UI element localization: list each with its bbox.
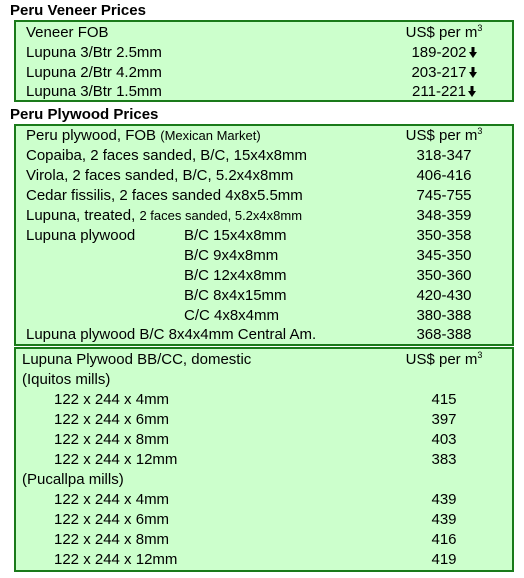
plywood-table bbox=[14, 124, 514, 346]
veneer-row-price: 189-202 bbox=[411, 44, 467, 61]
veneer-row-label: Lupuna 2/Btr 4.2mm bbox=[26, 64, 162, 81]
domestic-price: 416 bbox=[431, 531, 457, 548]
domestic-price: 397 bbox=[431, 411, 457, 428]
lupuna-grade-row bbox=[16, 246, 512, 266]
domestic-size: 122 x 244 x 8mm bbox=[54, 431, 170, 448]
lupuna-grade: C/C 4x8x4mm bbox=[184, 307, 280, 324]
lupuna-grade-row bbox=[16, 266, 512, 286]
veneer-unit-header: US$ per $m^3$ bbox=[405, 23, 483, 41]
plywood-row-price: 406-416 bbox=[416, 167, 472, 184]
domestic-size: 122 x 244 x 4mm bbox=[54, 491, 170, 508]
lupuna-grade: B/C 9x4x8mm bbox=[184, 247, 279, 264]
domestic-unit-header: US$ per $m^3$ bbox=[405, 350, 483, 368]
lupuna-grade-row bbox=[16, 306, 512, 326]
domestic-row bbox=[16, 530, 512, 550]
veneer-header-label: Veneer FOB bbox=[26, 24, 109, 41]
lupuna-grade: B/C 8x4x15mm bbox=[184, 287, 287, 304]
domestic-header-label: Lupuna Plywood BB/CC, domestic bbox=[22, 351, 252, 368]
veneer-header-row bbox=[16, 23, 512, 43]
domestic-price: 383 bbox=[431, 451, 457, 468]
plywood-header-note: (Mexican Market) bbox=[160, 128, 261, 143]
plywood-row-price: 745-755 bbox=[416, 187, 472, 204]
mill-label: (Iquitos mills) bbox=[22, 371, 111, 388]
domestic-size: 122 x 244 x 12mm bbox=[54, 451, 178, 468]
lupuna-grade-price: 345-350 bbox=[416, 247, 472, 264]
veneer-row bbox=[16, 63, 512, 83]
lupuna-grade: B/C 15x4x8mm bbox=[184, 227, 287, 244]
domestic-row bbox=[16, 410, 512, 430]
domestic-price: 439 bbox=[431, 491, 457, 508]
domestic-price: 403 bbox=[431, 431, 457, 448]
domestic-row bbox=[16, 390, 512, 410]
domestic-size: 122 x 244 x 12mm bbox=[54, 551, 178, 568]
lupuna-plywood-label: Lupuna plywood bbox=[26, 227, 136, 244]
domestic-price: 419 bbox=[431, 551, 457, 568]
domestic-size: 122 x 244 x 6mm bbox=[54, 511, 170, 528]
plywood-row bbox=[16, 206, 512, 226]
plywood-unit-header: US$ per $m^3$ bbox=[405, 126, 483, 144]
plywood-row-label: Virola, 2 faces sanded, B/C, 5.2x4x8mm bbox=[26, 167, 294, 184]
veneer-row bbox=[16, 43, 512, 63]
veneer-section-title: Peru Veneer Prices bbox=[10, 2, 146, 19]
domestic-header-row bbox=[16, 350, 512, 370]
lupuna-grade-price: 420-430 bbox=[416, 287, 472, 304]
plywood-central-price: 368-388 bbox=[416, 326, 472, 343]
plywood-header-row bbox=[16, 126, 512, 146]
veneer-row-label: Lupuna 3/Btr 2.5mm bbox=[26, 44, 162, 61]
lupuna-grade-price: 350-360 bbox=[416, 267, 472, 284]
domestic-size: 122 x 244 x 6mm bbox=[54, 411, 170, 428]
plywood-row-label: Cedar fissilis, 2 faces sanded 4x8x5.5mm bbox=[26, 187, 303, 204]
domestic-row bbox=[16, 430, 512, 450]
mill-group-label bbox=[16, 470, 512, 490]
domestic-row bbox=[16, 450, 512, 470]
mill-label: (Pucallpa mills) bbox=[22, 471, 124, 488]
plywood-row-label: Copaiba, 2 faces sanded, B/C, 15x4x8mm bbox=[26, 147, 307, 164]
plywood-row-label: Lupuna, treated, bbox=[26, 207, 140, 224]
plywood-header-label: Peru plywood, FOB bbox=[26, 127, 161, 144]
veneer-row-label: Lupuna 3/Btr 1.5mm bbox=[26, 83, 162, 100]
plywood-section-title: Peru Plywood Prices bbox=[10, 106, 159, 123]
domestic-size: 122 x 244 x 4mm bbox=[54, 391, 170, 408]
down-arrow-icon bbox=[468, 86, 476, 97]
lupuna-grade: B/C 12x4x8mm bbox=[184, 267, 287, 284]
veneer-row-price: 211-221 bbox=[412, 83, 466, 100]
plywood-row bbox=[16, 186, 512, 206]
veneer-row-price: 203-217 bbox=[411, 64, 467, 81]
down-arrow-icon bbox=[469, 47, 477, 58]
lupuna-grade-price: 380-388 bbox=[416, 307, 472, 324]
plywood-central-row bbox=[16, 325, 512, 345]
veneer-row bbox=[16, 82, 512, 102]
domestic-row bbox=[16, 510, 512, 530]
mill-group-label bbox=[16, 370, 512, 390]
plywood-row bbox=[16, 146, 512, 166]
lupuna-grade-row bbox=[16, 286, 512, 306]
domestic-table bbox=[14, 347, 514, 572]
plywood-central-label: Lupuna plywood B/C 8x4x4mm Central Am. bbox=[26, 326, 317, 343]
domestic-row bbox=[16, 550, 512, 570]
plywood-row-label-note: 2 faces sanded, 5.2x4x8mm bbox=[139, 208, 303, 223]
plywood-row bbox=[16, 166, 512, 186]
domestic-price: 439 bbox=[431, 511, 457, 528]
domestic-price: 415 bbox=[431, 391, 457, 408]
lupuna-grade-row bbox=[16, 226, 512, 246]
plywood-row-price: 348-359 bbox=[416, 207, 472, 224]
down-arrow-icon bbox=[469, 67, 477, 78]
veneer-table bbox=[14, 20, 514, 102]
plywood-row-price: 318-347 bbox=[416, 147, 472, 164]
domestic-size: 122 x 244 x 8mm bbox=[54, 531, 170, 548]
domestic-row bbox=[16, 490, 512, 510]
lupuna-grade-price: 350-358 bbox=[416, 227, 472, 244]
